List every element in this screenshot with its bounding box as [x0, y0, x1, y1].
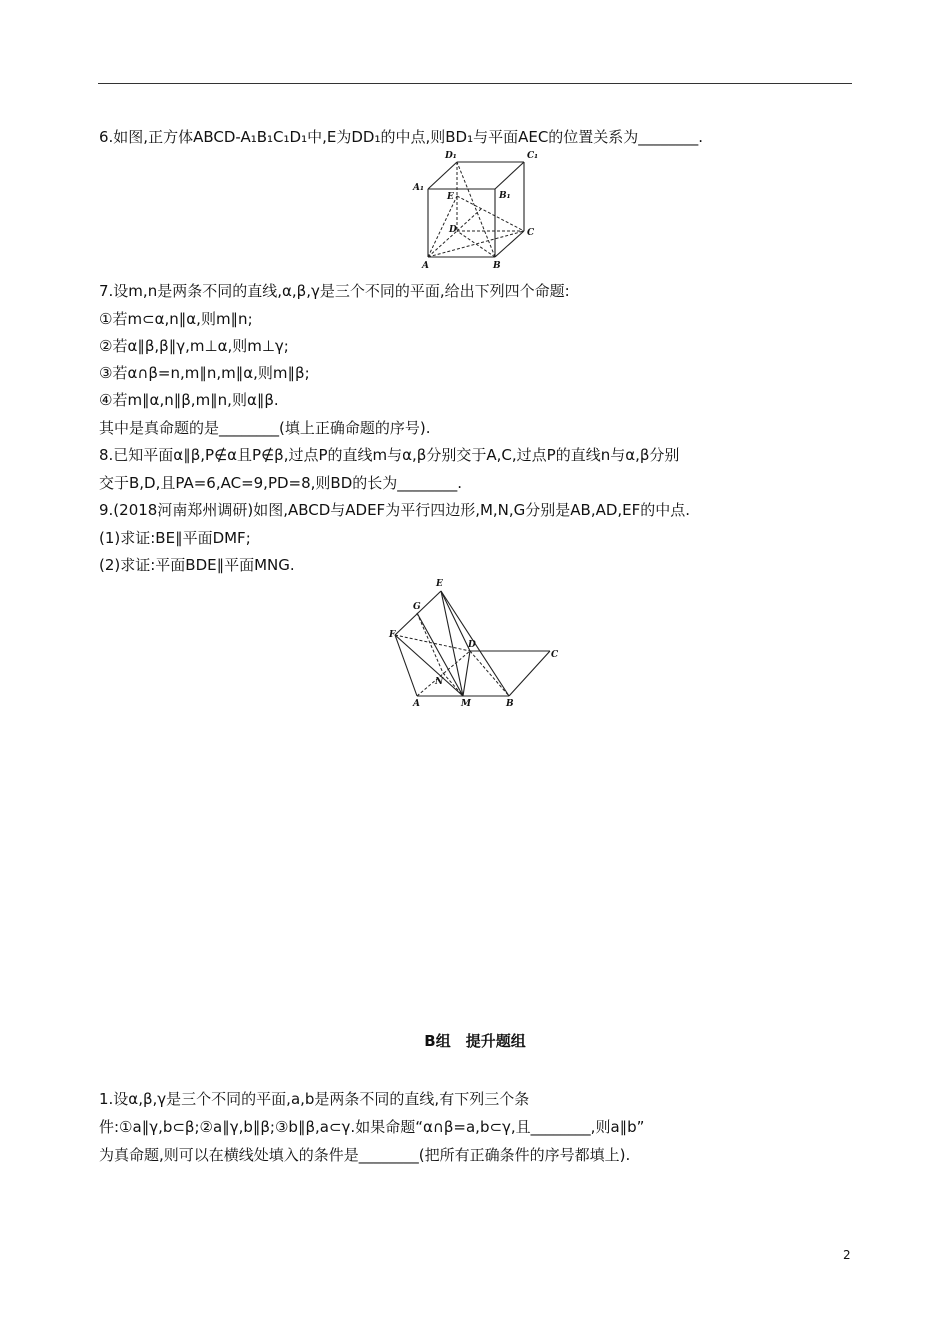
figure-label-D: D: [468, 640, 476, 650]
section-title: B组 提升题组: [424, 1032, 526, 1050]
cube-label-D: D: [449, 225, 457, 235]
b-problem-1-line-3: 为真命题,则可以在横线处填入的条件是________(把所有正确条件的序号都填上).: [99, 1146, 631, 1164]
page-number: 2: [843, 1248, 851, 1262]
problem-9-part-2: (2)求证:平面BDE∥平面MNG.: [99, 556, 295, 574]
problem-9-text: 9.(2018河南郑州调研)如图,ABCD与ADEF为平行四边形,M,N,G分别是AB,AD,EF的中点.: [99, 501, 691, 519]
problem-7-item-2: ②若α∥β,β∥γ,m⊥α,则m⊥γ;: [99, 337, 289, 355]
cube-label-C: C: [527, 228, 535, 238]
cube-label-C1: C₁: [527, 151, 539, 161]
figure-label-B: B: [506, 699, 514, 709]
problem-7-item-3: ③若α∩β=n,m∥n,m∥α,则m∥β;: [99, 364, 310, 382]
cube-label-A: A: [422, 261, 429, 271]
figure-label-N: N: [435, 677, 444, 687]
figure-label-E: E: [436, 579, 443, 589]
cube-figure: [405, 145, 545, 273]
header-rule: [98, 83, 852, 84]
cube-label-A1: A₁: [413, 183, 424, 193]
b-problem-1-line-2: 件:①a∥γ,b⊂β;②a∥γ,b∥β;③b∥β,a⊂γ.如果命题“α∩β=a,b⊂γ,且________,则a∥b”: [99, 1118, 645, 1136]
problem-7-item-4: ④若m∥α,n∥β,m∥n,则α∥β.: [99, 391, 279, 409]
problem-7-text: 7.设m,n是两条不同的直线,α,β,γ是三个不同的平面,给出下列四个命题:: [99, 282, 570, 300]
b-problem-1-line-1: 1.设α,β,γ是三个不同的平面,a,b是两条不同的直线,有下列三个条: [99, 1090, 530, 1108]
figure-label-A: A: [413, 699, 420, 709]
cube-label-B: B: [493, 261, 501, 271]
problem-8-text-line-2: 交于B,D,且PA=6,AC=9,PD=8,则BD的长为________.: [99, 474, 463, 492]
problem-6-text: 6.如图,正方体ABCD-A₁B₁C₁D₁中,E为DD₁的中点,则BD₁与平面AEC的位置关系为________.: [99, 128, 704, 146]
parallelogram-figure: [385, 575, 565, 710]
cube-label-D1: D₁: [445, 151, 457, 161]
cube-label-B1: B₁: [499, 191, 511, 201]
cube-label-E: E: [447, 192, 454, 202]
problem-9-part-1: (1)求证:BE∥平面DMF;: [99, 529, 251, 547]
figure-label-F: F: [389, 630, 396, 640]
problem-8-text-line-1: 8.已知平面α∥β,P∉α且P∉β,过点P的直线m与α,β分别交于A,C,过点P的直线n与α,β分别: [99, 446, 680, 464]
figure-label-M: M: [461, 699, 471, 709]
problem-7-question: 其中是真命题的是________(填上正确命题的序号).: [99, 419, 431, 437]
problem-7-item-1: ①若m⊂α,n∥α,则m∥n;: [99, 310, 253, 328]
figure-label-G: G: [413, 602, 421, 612]
figure-label-C: C: [551, 650, 559, 660]
